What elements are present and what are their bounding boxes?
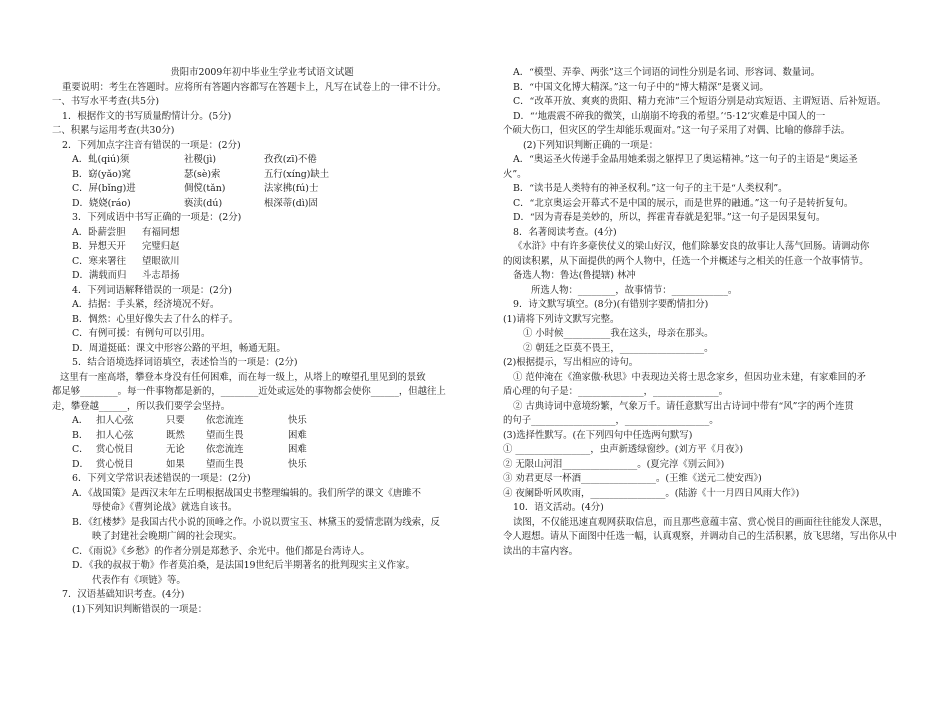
q4-stem: 4．下列词语解释错误的一项是：(2分) bbox=[72, 284, 232, 296]
section1-heading: 一、书写水平考查(共5分) bbox=[52, 96, 160, 107]
notice: 重要说明：考生在答题时。应将所有答题内容都写在答题卡上，凡写在试卷上的一律不计分。 bbox=[62, 81, 447, 93]
q5-option: 快乐 bbox=[288, 458, 307, 470]
q7-stem: 7．汉语基础知识考查。(4分) bbox=[62, 589, 185, 600]
q5-passage-line: 这里有一座高塔，攀登本身没有任何困难，而在每一级上，从塔上的嘹望孔里见到的景致 bbox=[60, 371, 426, 383]
q3-option: 斗志昂扬 bbox=[142, 270, 180, 281]
q3-option: D．满载而归 bbox=[72, 270, 127, 281]
q2-option: 瑟(sè)索 bbox=[184, 168, 221, 180]
section2-heading: 二、积累与运用考查(共30分) bbox=[52, 125, 175, 136]
q3-row bbox=[52, 255, 472, 270]
q9-sub3-a: ① ________________，虫声新透绿窗纱。(刘方平《月夜》) bbox=[503, 444, 743, 455]
q4-option: B．惆然：心里好像失去了什么的样子。 bbox=[72, 313, 239, 325]
q5-option: 既然 bbox=[166, 429, 185, 441]
q2-row bbox=[52, 182, 472, 197]
q6-option-b-cont: 映了封建社会晚期广阔的社会现实。 bbox=[92, 531, 243, 542]
q6-stem: 6．下列文学常识表述错误的一项是：(2分) bbox=[72, 473, 251, 484]
q3-row bbox=[52, 269, 472, 284]
q8-stem: 8．名著阅读考查。(4分) bbox=[513, 226, 617, 238]
q9-sub2-a: ① 范仲淹在《渔家傲·秋思》中表现边关将士思念家乡，但因功业未建，有家难回的矛 bbox=[513, 371, 866, 383]
q6-option-b: B．《红楼梦》是我国古代小说的顶峰之作。小说以贾宝玉、林黛玉的爱情悲剧为线索，反 bbox=[72, 516, 440, 528]
q9-sub1-a: ① 小时候__________我在这头，母亲在那头。 bbox=[523, 328, 714, 339]
q2-row bbox=[52, 168, 472, 183]
q7-2-option-c: C．“北京奥运会开幕式不是中国的展示，而是世界的融通。”这一句子是转折复句。 bbox=[513, 197, 854, 209]
q7-2-stem: (2)下列知识判断正确的一项是： bbox=[523, 139, 659, 151]
q3-stem: 3．下列成语中书写正确的一项是：(2分) bbox=[72, 212, 242, 223]
q8-passage-line: 的阅读积累，从下面提供的两个人物中，任选一个并概述与之相关的任意一个故事情节。 bbox=[503, 255, 869, 267]
q2-row bbox=[52, 197, 472, 212]
q5-passage-line: 走，攀登越______，所以我们要学会坚持。 bbox=[52, 400, 231, 412]
q5-option-letter: D． bbox=[72, 458, 89, 470]
q9-sub3: (3)选择性默写。(在下列四句中任选两句默写) bbox=[503, 429, 693, 441]
q9-sub3-b: ② 无限山河泪________________。(夏完淳《别云间》) bbox=[503, 458, 725, 470]
q6-option-d: D．《我的叔叔于勒》作者莫泊桑，是法国19世纪后半期著名的批判现实主义作家。 bbox=[72, 560, 415, 571]
q3-option: 有福同想 bbox=[142, 226, 180, 238]
q7-1-option-d: D．“‘地震震不碎我的微笑，山崩崩不垮我的希望。’‘5·12’灾难是中国人的一 bbox=[513, 110, 826, 122]
q7-2-option-b: B．“读书是人类特有的神圣权利。”这一句子的主干是“人类权利”。 bbox=[513, 183, 788, 194]
q5-option: 只要 bbox=[166, 415, 185, 426]
q3-option: A．卧薪尝胆 bbox=[72, 226, 126, 238]
q6-option-a-cont: 辱使命》《曹刿论战》就选自该书。 bbox=[92, 502, 238, 513]
q10-passage-line: 读图，不仅能迅速直观网获取信息，而且那些意蕴丰富、赏心悦目的画面往往能发人深思， bbox=[513, 516, 889, 528]
q10-passage-line: 读出的丰富内容。 bbox=[503, 545, 579, 557]
q3-option: B．异想天开 bbox=[72, 241, 126, 252]
q5-option: 依恋流连 bbox=[206, 415, 244, 426]
q4-option: C．有例可援：有例句可以引用。 bbox=[72, 328, 211, 339]
q5-option: 扣人心弦 bbox=[96, 415, 134, 426]
q2-option: 根深蒂(dì)固 bbox=[264, 197, 318, 209]
page-title: 贵阳市2009年初中毕业生学业考试语文试题 bbox=[170, 67, 354, 78]
q6-option-a: A．《战国策》是西汉末年左丘明根据战国史书整理编辑的。我们所学的课文《唐雎不 bbox=[72, 487, 421, 499]
left-column bbox=[52, 66, 472, 617]
q8-fill: 所选人物：________，故事情节：____________。 bbox=[531, 284, 738, 296]
q3-row bbox=[52, 240, 472, 255]
q5-option: 困难 bbox=[288, 429, 307, 441]
q5-option: 如果 bbox=[166, 458, 185, 470]
q9-sub2-b: ② 古典诗词中意境纷繁，气象万千。请任意默写出古诗词中带有“风”字的两个连贯 bbox=[513, 400, 854, 412]
q3-row bbox=[52, 226, 472, 241]
q2-option: 亵渎(dú) bbox=[184, 197, 223, 209]
q6-option-d-cont: 代表作有《项链》等。 bbox=[92, 574, 186, 586]
q10-stem: 10．语文活动。(4分) bbox=[513, 502, 604, 513]
q3-option: 望眼欲川 bbox=[142, 255, 180, 267]
q5-option-letter: C． bbox=[72, 444, 89, 455]
q9-sub1-b: ② 朝廷之臣莫不畏王，__________________。 bbox=[523, 342, 714, 354]
q6-option-c: C．《雨说》《乡愁》的作者分别是郑愁予、余光中。他们都是台湾诗人。 bbox=[72, 545, 370, 557]
q9-sub2: (2)根据提示，写出相应的诗句。 bbox=[503, 357, 639, 368]
q3-option: C．寒来署往 bbox=[72, 255, 127, 267]
q2-option: C．屏(bǐng)进 bbox=[72, 183, 136, 194]
q2-option: A．虬(qiú)须 bbox=[72, 154, 130, 165]
q7-1-option-c: C．“改革开放、爽爽的贵阳、精力充沛”三个短语分别是动宾短语、主谓短语、后补短语。 bbox=[513, 96, 887, 107]
q3-option: 完璧归赵 bbox=[142, 241, 180, 252]
q5-option-letter: A． bbox=[72, 415, 89, 426]
q2-row bbox=[52, 153, 472, 168]
q5-option: 赏心悦目 bbox=[96, 458, 134, 470]
q8-passage-line: 《水浒》中有许多豪侠仗义的梁山好汉，他们除暴安良的故事让人荡气回肠。请调动你 bbox=[513, 241, 870, 252]
section1-item1: 1．根据作文的书写质量酌情计分。(5分) bbox=[62, 110, 232, 122]
q7-sub1: (1)下列知识判断错误的一项是： bbox=[72, 603, 208, 615]
q5-option: 困难 bbox=[288, 444, 307, 455]
q2-option: 五行(xíng)缺土 bbox=[264, 168, 330, 180]
q2-option: 孜孜(zī)不倦 bbox=[264, 154, 317, 165]
q7-2-option-a: A．“奥运圣火传递手金晶用她柔弱之躯捍卫了奥运精神。”这一句子的主语是“奥运圣 bbox=[513, 154, 858, 165]
q5-option: 依恋流连 bbox=[206, 444, 244, 455]
q9-stem: 9．诗文默写填空。(8分)(有错别字要酌情扣分) bbox=[513, 299, 709, 310]
q4-option: A．拮据：手头紧，经济境况不好。 bbox=[72, 299, 220, 310]
q5-option: 赏心悦目 bbox=[96, 444, 134, 455]
q5-option: 快乐 bbox=[288, 415, 307, 426]
q9-sub3-c: ③ 劝君更尽一杯酒________________。(王维《送元二使安西》) bbox=[503, 473, 762, 484]
q5-row bbox=[52, 429, 472, 444]
q5-passage-line: 都足够________。每一件事物都是新的，________近处或远处的事物都会使你______，但越往上 bbox=[52, 386, 446, 397]
q9-sub3-d: ④ 夜阑卧听风吹雨，________________。(陆游《十一月四日风雨大作》) bbox=[503, 487, 800, 499]
q2-option: D．娆娆(ráo) bbox=[72, 197, 131, 209]
q2-option: 法家拂(fú)士 bbox=[264, 183, 319, 194]
q4-option: D．周道挺砥：课文中形容公路的平坦，畅通无阻。 bbox=[72, 342, 286, 354]
q7-1-option-b: B．“中国文化博大精深。”这一句子中的“博大精深”是褒义词。 bbox=[513, 81, 769, 93]
q2-option: B．窈(yǎo)窕 bbox=[72, 168, 131, 180]
q8-candidates: 备选人物：鲁达(鲁提辖) 林冲 bbox=[513, 270, 636, 281]
q7-1-option-a: A．“模型、弄拳、两张”这三个词语的词性分别是名词、形容词、数量词。 bbox=[513, 67, 820, 78]
q5-option: 望而生畏 bbox=[206, 458, 244, 470]
q2-option: 倜傥(tǎn) bbox=[184, 183, 226, 194]
q2-option: 社稷(jì) bbox=[184, 154, 216, 165]
q5-row bbox=[52, 414, 472, 429]
q7-2-option-d: D．“因为青春是美妙的，所以，挥霍青春就是犯罪。”这一句子是因果复句。 bbox=[513, 212, 826, 223]
q5-row bbox=[52, 443, 472, 458]
q5-stem: 5．结合语境选择词语填空，表述恰当的一项是：(2分) bbox=[72, 357, 298, 368]
q5-option-letter: B． bbox=[72, 429, 89, 441]
q5-row bbox=[52, 458, 472, 473]
right-column bbox=[503, 66, 923, 559]
q7-1-option-d-cont: 个硕大伤口，但灾区的学生却能乐观面对。”这一句子采用了对偶、比喻的修辞手法。 bbox=[503, 125, 850, 136]
q9-sub2-a-cont: 盾心理的句子是：______________，______________。 bbox=[503, 386, 729, 397]
q10-passage-line: 令人遐想。请从下面图中任选一幅，认真观察，并调动自己的生活积累，放飞思绪，写出你从中 bbox=[503, 531, 897, 542]
q7-2-option-a-cont: 火”。 bbox=[503, 168, 527, 180]
q9-sub1: (1)请将下列诗文默写完整。 bbox=[503, 313, 620, 325]
q2-stem: 2．下列加点字注音有错误的一项是：(2分) bbox=[62, 139, 241, 151]
q9-sub2-b-cont: 的句子__________________，__________________。 bbox=[503, 415, 719, 426]
q5-option: 无论 bbox=[166, 444, 185, 455]
q5-option: 望而生畏 bbox=[206, 429, 244, 441]
q5-option: 扣人心弦 bbox=[96, 429, 134, 441]
